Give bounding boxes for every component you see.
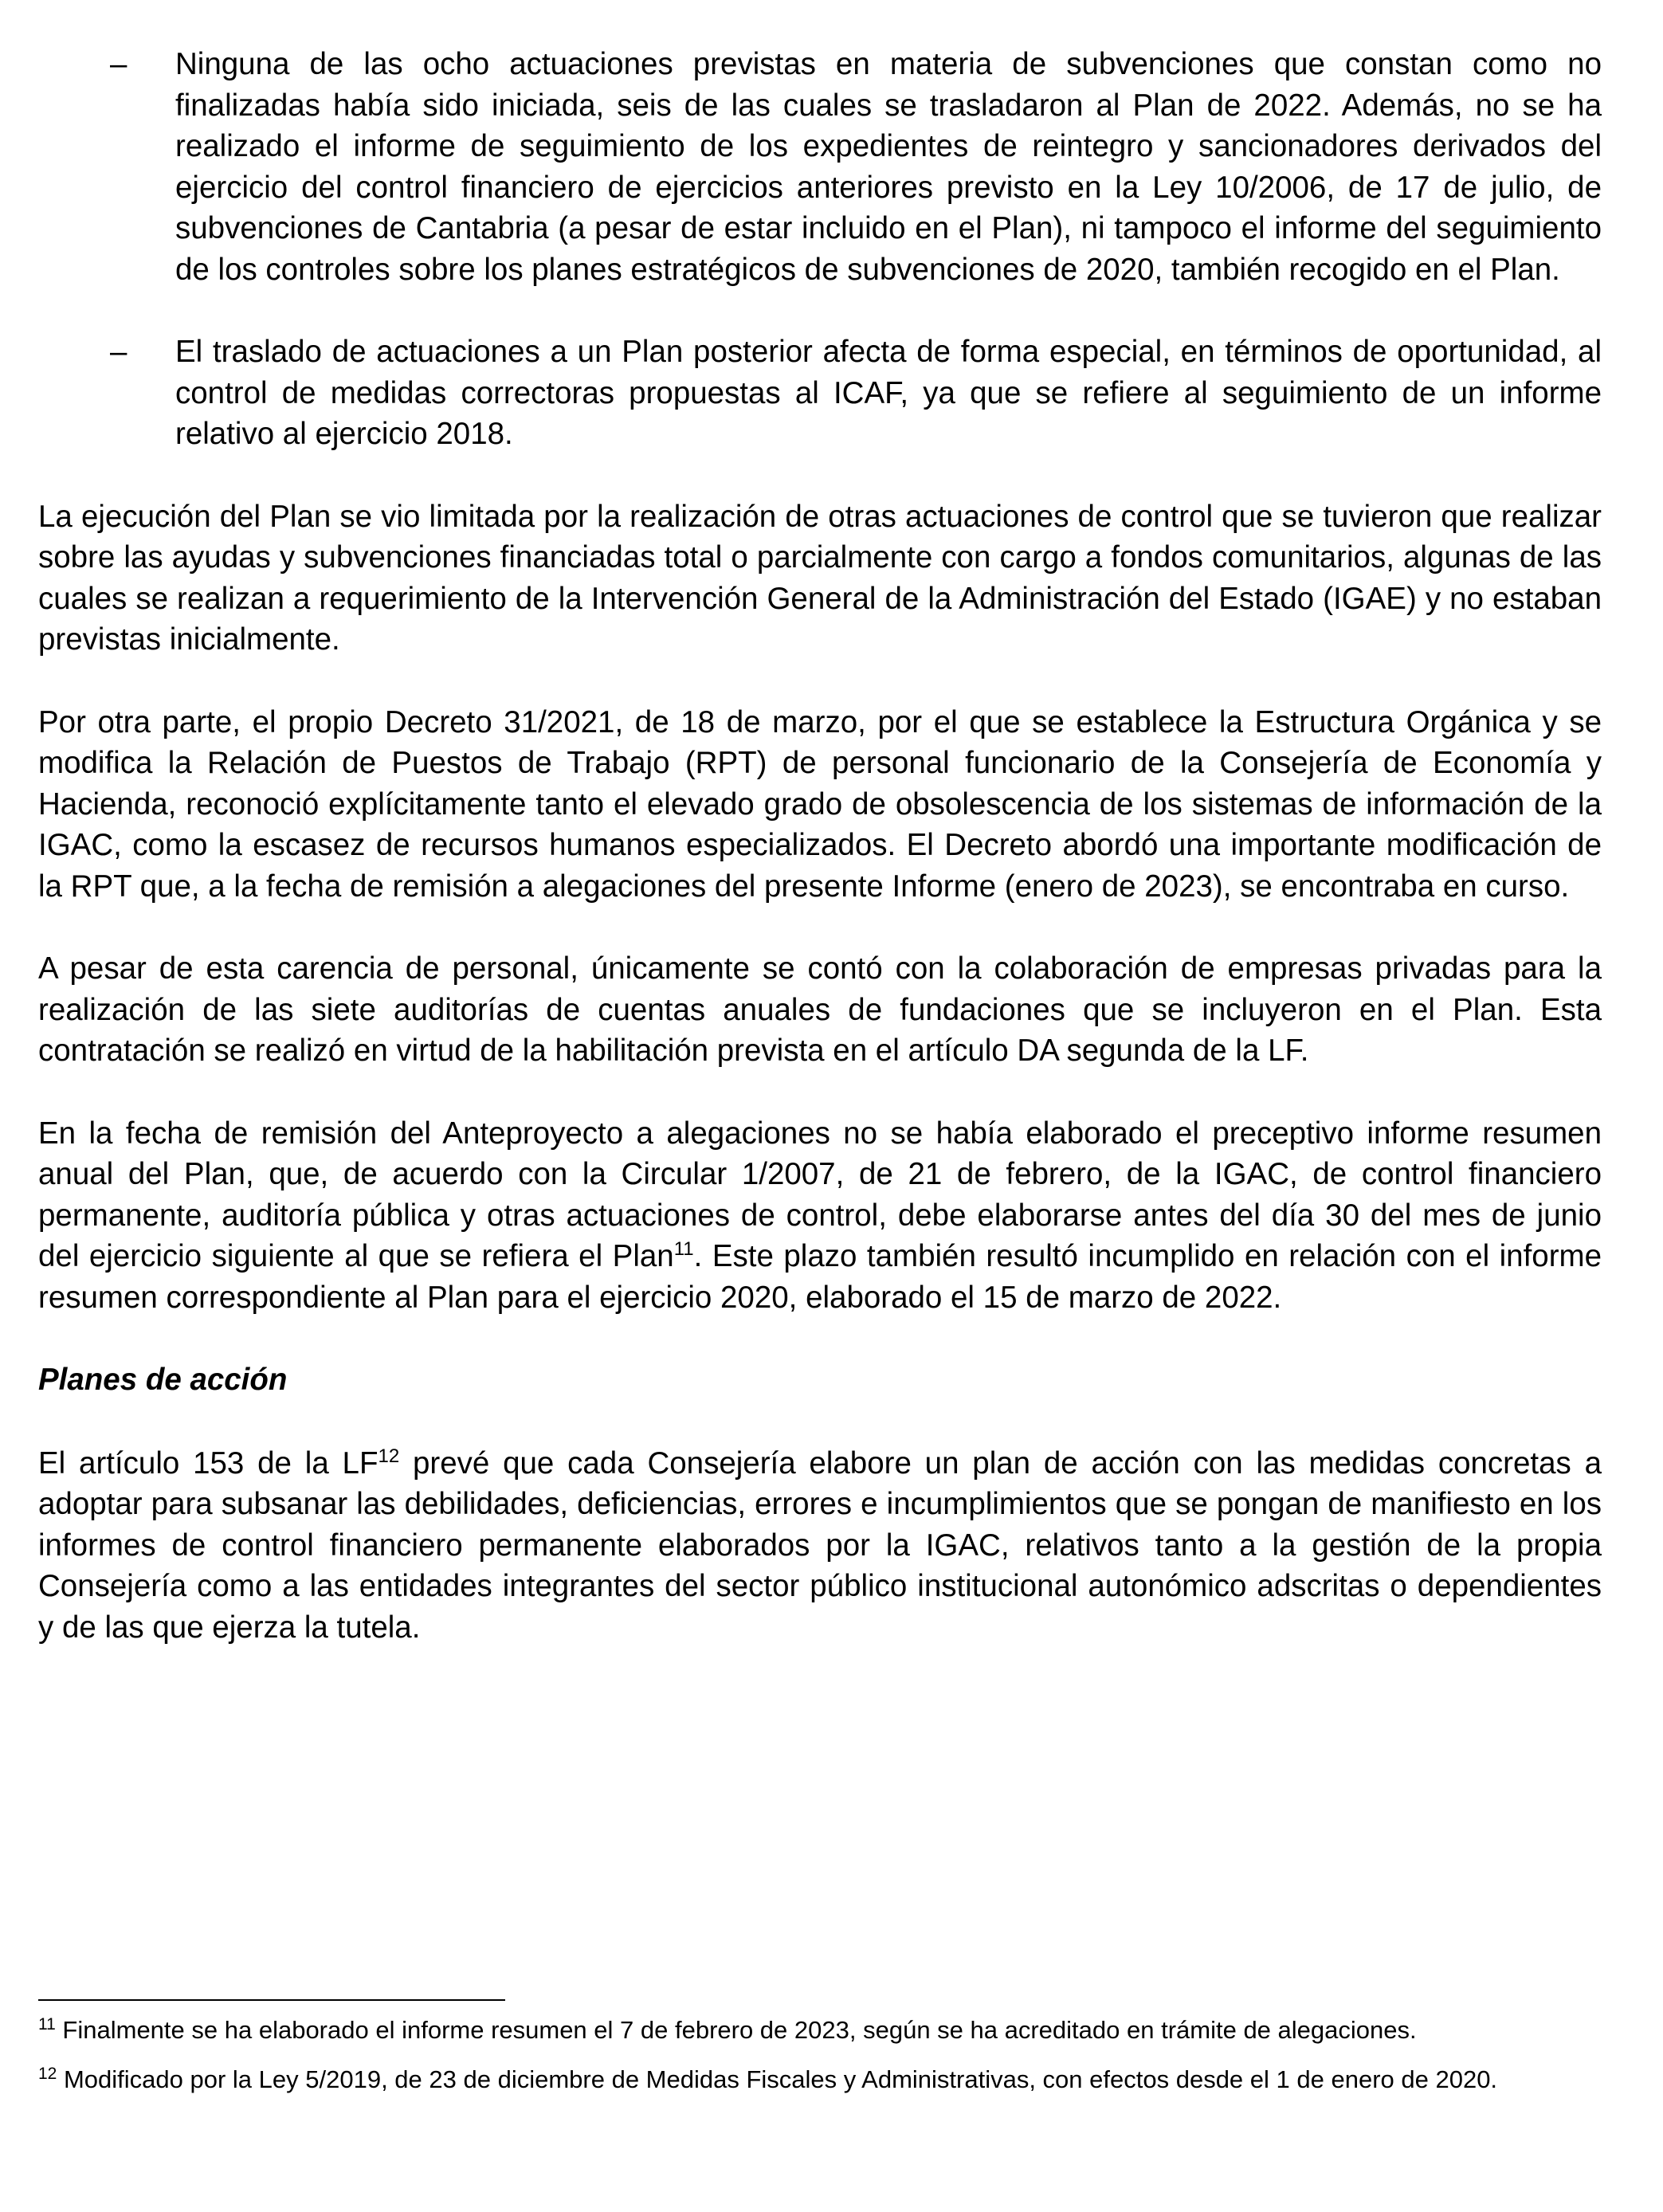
bullet-text: Ninguna de las ocho actuaciones previstas en materia de subvenciones que constan como no finalizadas había sido iniciada, seis de las cuales se trasladaron al Plan de 2022. Además, no se ha realizado el informe de seguimiento de los expedientes de reintegro y sancionadores derivados del ejercicio del control financiero de ejercicios anteriores previsto en la Ley 10/2006, de 17 de julio, de subvenciones de Cantabria (a pesar de estar incluido en el Plan), ni tampoco el informe del seguimiento de los controles sobre los planes estratégicos de subvenciones de 2020, también recogido en el Plan.: [175, 47, 1602, 287]
footnote-text: Modificado por la Ley 5/2019, de 23 de diciembre de Medidas Fiscales y Administrativas, con efectos desde el 1 de enero de 2020.: [57, 2065, 1498, 2093]
paragraph-annual-summary: [38, 1113, 1602, 1319]
bullet-text: El traslado de actuaciones a un Plan posterior afecta de forma especial, en términos de oportunidad, al control de medidas correctoras propuestas al ICAF, ya que se refiere al seguimiento de un informe relativo al ejercicio 2018.: [175, 335, 1602, 451]
paragraph-staff-shortage: A pesar de esta carencia de personal, únicamente se contó con la colaboración de empresas privadas para la realización de las siete auditorías de cuentas anuales de fundaciones que se incluyeron en el Plan. Esta contratación se realizó en virtud de la habilitación prevista en el artículo DA segunda de la LF.: [38, 951, 1602, 1068]
paragraph-text: En la fecha de remisión del Anteproyecto a alegaciones no se había elaborado el preceptivo informe resumen anual del Plan, que, de acuerdo con la Circular 1/2007, de 21 de febrero, de la IGAC, de control financiero permanente, auditoría pública y otras actuaciones de control, debe elaborarse antes del día 30 del mes de junio del ejercicio siguiente al que se refiera el Plan: [38, 1116, 1602, 1273]
dash-bullet-icon: –: [110, 47, 127, 81]
list-item: [38, 331, 1602, 455]
paragraph-decree: Por otra parte, el propio Decreto 31/2021, de 18 de marzo, por el que se establece la Estructura Orgánica y se modifica la Relación de Puestos de Trabajo (RPT) de personal funcionario de la Consejería de Economía y Hacienda, reconoció explícitamente tanto el elevado grado de obsolescencia de los sistemas de información de la IGAC, como la escasez de recursos humanos especializados. El Decreto abordó una importante modificación de la RPT que, a la fecha de remisión a alegaciones del presente Informe (enero de 2023), se encontraba en curso.: [38, 704, 1602, 904]
section-heading: Planes de acción: [38, 1363, 288, 1397]
footnote-text: Finalmente se ha elaborado el informe resumen el 7 de febrero de 2023, según se ha acreditado en trámite de alegaciones.: [55, 2016, 1417, 2044]
paragraph-plan-execution: La ejecución del Plan se vio limitada por la realización de otras actuaciones de control que se tuvieron que realizar sobre las ayudas y subvenciones financiadas total o parcialmente con cargo a fondos comunitarios, algunas de las cuales se realizan a requerimiento de la Intervención General de la Administración del Estado (IGAE) y no estaban previstas inicialmente.: [38, 499, 1602, 657]
footnote-number: 12: [38, 2065, 57, 2083]
footnote: [38, 2014, 1602, 2046]
paragraph-text: prevé que cada Consejería elabore un plan de acción con las medidas concretas a adoptar para subsanar las debilidades, deficiencias, errores e incumplimientos que se pongan de manifiesto en los informes de control financiero permanente elaborados por la IGAC, relativos tanto a la gestión de la propia Consejería como a las entidades integrantes del sector público institucional autonómico adscritas o dependientes y de las que ejerza la tutela.: [38, 1445, 1602, 1645]
footnote-reference: 12: [378, 1445, 400, 1467]
footnote-reference: 11: [673, 1238, 694, 1260]
document-page: [38, 44, 1602, 1689]
footnote-number: 11: [38, 2015, 56, 2034]
footnote: [38, 2064, 1602, 2096]
paragraph-article-153: [38, 1443, 1602, 1649]
dash-bullet-icon: –: [110, 335, 127, 369]
footnotes: [38, 2014, 1602, 2113]
bullet-list: [38, 44, 1602, 455]
list-item: [38, 44, 1602, 290]
paragraph-text: . Este plazo también resultó incumplido en relación con el informe resumen correspondiente al Plan para el ejercicio 2020, elaborado el 15 de marzo de 2022.: [38, 1239, 1602, 1315]
footnote-divider: [38, 1999, 505, 2001]
paragraph-text: El artículo 153 de la LF: [38, 1445, 378, 1481]
